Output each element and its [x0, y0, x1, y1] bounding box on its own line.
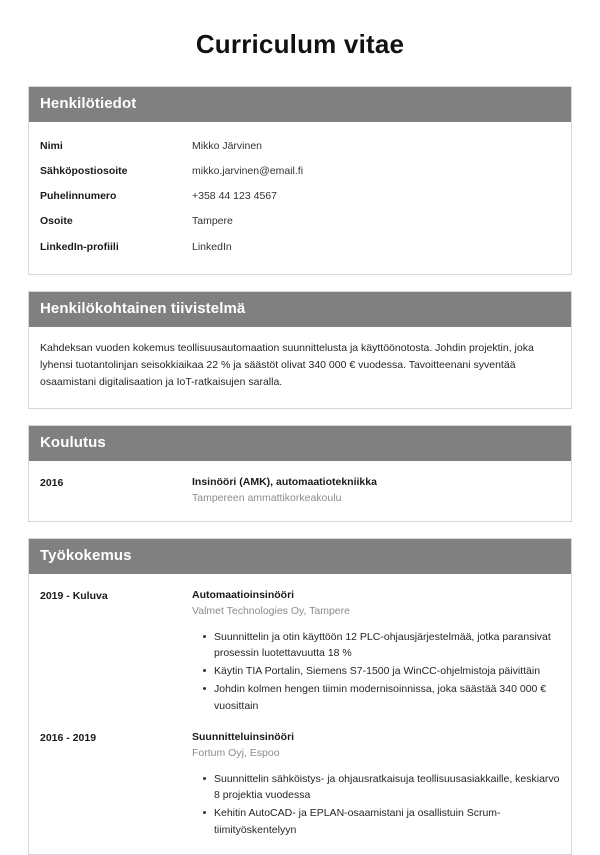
experience-entry-bullets	[192, 771, 560, 839]
personal-label-address: Osoite	[40, 215, 73, 228]
personal-value-name: Mikko Järvinen	[192, 139, 263, 152]
personal-value-linkedin: LinkedIn	[192, 240, 232, 253]
experience-entry-employer: Valmet Technologies Oy, Tampere	[192, 604, 350, 617]
list-item: Suunnittelin sähköistys- ja ohjausratkaisuja teollisuusasiakkaille, keskiarvo 8 projektia vuodessa	[214, 771, 560, 805]
list-item: Johdin kolmen hengen tiimin modernisoinnissa, joka säästää 340 000 € vuosittain	[214, 681, 560, 715]
personal-summary-body	[29, 327, 571, 408]
personal-value-phone: +358 44 123 4567	[192, 190, 277, 203]
personal-details-body	[29, 122, 571, 274]
experience-entry-main	[192, 730, 560, 840]
section-header-education: Koulutus	[29, 426, 571, 461]
education-entry	[40, 473, 560, 507]
list-item: Kehitin AutoCAD- ja EPLAN-osaamistani ja osallistuin Scrum-tiimityöskentelyyn	[214, 805, 560, 839]
section-header-work-experience: Työkokemus	[29, 539, 571, 574]
list-item: Käytin TIA Portalin, Siemens S7-1500 ja WinCC-ohjelmistoja päivittäin	[214, 663, 560, 680]
section-personal-summary	[28, 291, 572, 409]
experience-entry	[40, 716, 560, 840]
table-row	[40, 159, 560, 184]
table-row	[40, 134, 560, 159]
personal-label-linkedin: LinkedIn-profiili	[40, 240, 119, 253]
education-entry-date: 2016	[40, 476, 64, 489]
experience-entry-employer: Fortum Oyj, Espoo	[192, 747, 280, 760]
education-entry-institution: Tampereen ammattikorkeakoulu	[192, 491, 342, 504]
summary-paragraph: Kahdeksan vuoden kokemus teollisuusautomaation suunnittelusta ja käyttöönotosta. Johdin projektin, joka lyhensi tuotantolinjan seisokkiaikaa 22 % ja säästöt olivat 340 000 € vuodessa. Tavoitteenani syventää osaamistani digitalisaation ja IoT-ratkaisujen saralla.	[40, 341, 534, 389]
section-header-personal-summary: Henkilökohtainen tiivistelmä	[29, 292, 571, 327]
personal-details-table	[40, 134, 560, 260]
personal-label-phone: Puhelinnumero	[40, 190, 117, 203]
experience-entry-date: 2019 - Kuluva	[40, 589, 108, 602]
section-work-experience	[28, 538, 572, 855]
experience-entry	[40, 586, 560, 716]
education-body	[29, 461, 571, 521]
list-item: Suunnittelin ja otin käyttöön 12 PLC-ohjausjärjestelmää, jotka paransivat prosessin luotettavuutta 18 %	[214, 629, 560, 663]
personal-label-email: Sähköpostiosoite	[40, 165, 128, 178]
work-experience-body	[29, 574, 571, 854]
personal-value-address: Tampere	[192, 215, 233, 228]
experience-entry-title: Suunnitteluinsinööri	[192, 730, 295, 743]
personal-details-rows	[40, 134, 560, 260]
experience-entry-date: 2016 - 2019	[40, 731, 97, 744]
table-row	[40, 235, 560, 260]
page-title: Curriculum vitae	[195, 29, 405, 59]
personal-label-name: Nimi	[40, 139, 63, 152]
experience-entry-bullets	[192, 629, 560, 715]
table-row	[40, 209, 560, 234]
personal-value-email: mikko.jarvinen@email.fi	[192, 165, 304, 178]
education-entry-main	[192, 475, 560, 507]
section-personal-details	[28, 86, 572, 275]
education-entry-title: Insinööri (AMK), automaatiotekniikka	[192, 475, 377, 488]
experience-entry-main	[192, 588, 560, 716]
section-education	[28, 425, 572, 522]
experience-entry-title: Automaatioinsinööri	[192, 588, 295, 601]
table-row	[40, 184, 560, 209]
section-header-personal-details: Henkilötiedot	[29, 87, 571, 122]
